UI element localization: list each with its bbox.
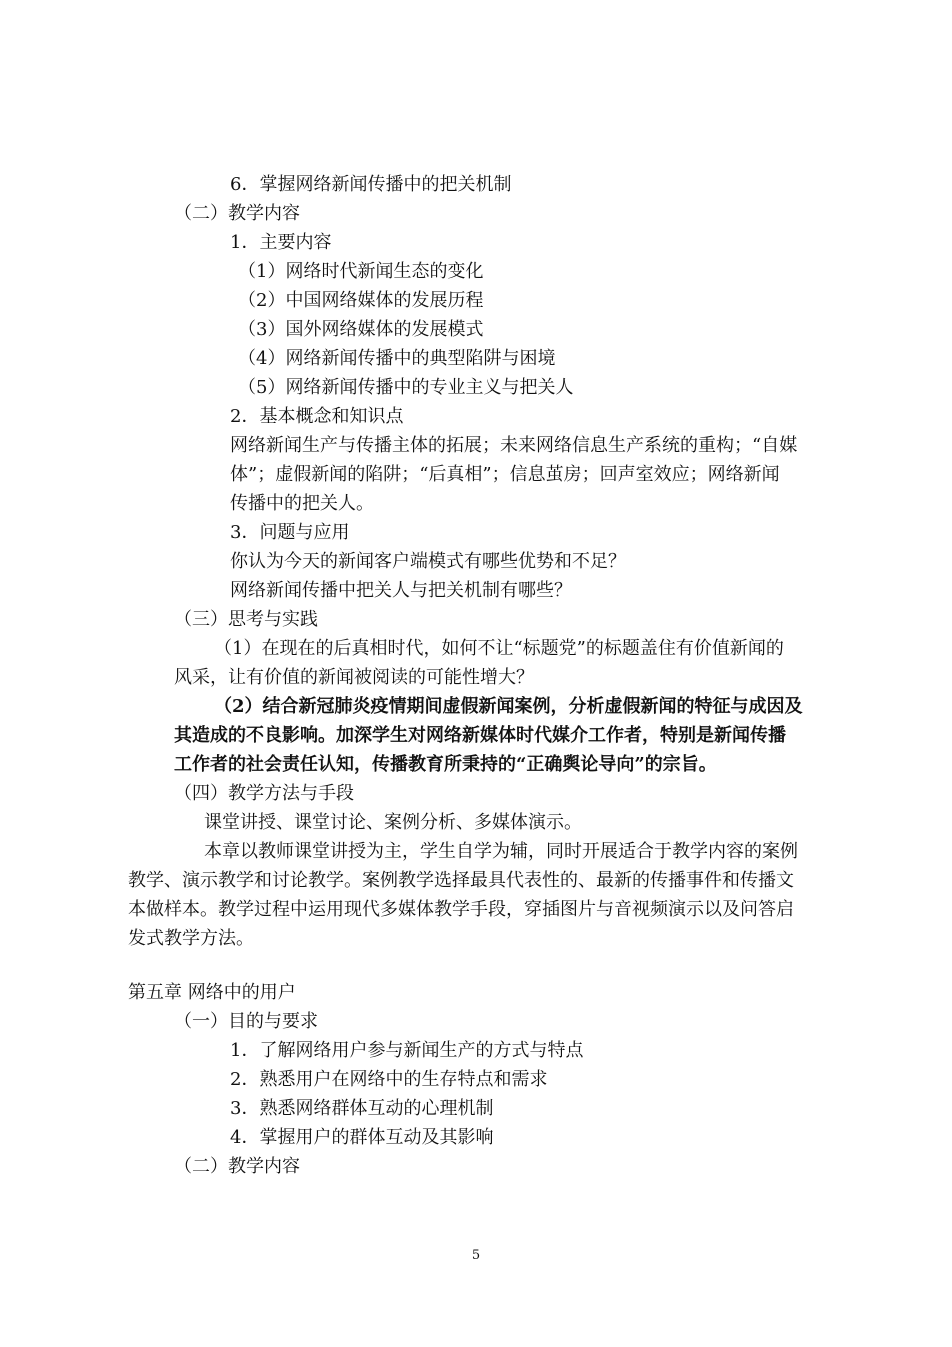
text-line: 发式教学方法。 [128, 928, 254, 949]
list-item: （4）网络新闻传播中的典型陷阱与困境 [238, 348, 556, 369]
text-line: 教学、演示教学和讨论教学。案例教学选择最具代表性的、最新的传播事件和传播文 [128, 870, 794, 891]
list-item: （2）中国网络媒体的发展历程 [238, 290, 484, 311]
text-line: 风采，让有价值的新闻被阅读的可能性增大？ [174, 667, 534, 688]
text-line: 网络新闻传播中把关人与把关机制有哪些？ [230, 580, 572, 601]
section-heading: （二）教学内容 [174, 203, 300, 224]
subsection-heading: 1．主要内容 [230, 232, 332, 253]
text-line: 本做样本。教学过程中运用现代多媒体教学手段，穿插图片与音视频演示以及问答启 [128, 899, 794, 920]
subsection-heading: 2．基本概念和知识点 [230, 406, 404, 427]
text-line: 网络新闻生产与传播主体的拓展；未来网络信息生产系统的重构；“自媒 [230, 435, 798, 456]
text-line: 体”；虚假新闻的陷阱；“后真相”；信息茧房；回声室效应；网络新闻 [230, 464, 780, 485]
text-line: 课堂讲授、课堂讨论、案例分析、多媒体演示。 [204, 812, 582, 833]
bold-text-line: （2）结合新冠肺炎疫情期间虚假新闻案例，分析虚假新闻的特征与成因及 [214, 696, 803, 717]
text-line: 6．掌握网络新闻传播中的把关机制 [230, 174, 512, 195]
text-line: 传播中的把关人。 [230, 493, 374, 514]
text-line: 本章以教师课堂讲授为主，学生自学为辅，同时开展适合于教学内容的案例 [204, 841, 798, 862]
text-line: （1）在现在的后真相时代，如何不让“标题党”的标题盖住有价值新闻的 [214, 638, 784, 659]
list-item: （1）网络时代新闻生态的变化 [238, 261, 484, 282]
list-item: 1．了解网络用户参与新闻生产的方式与特点 [230, 1040, 584, 1061]
bold-text-line: 其造成的不良影响。加深学生对网络新媒体时代媒介工作者，特别是新闻传播 [174, 725, 786, 746]
section-heading: （二）教学内容 [174, 1156, 300, 1177]
list-item: （5）网络新闻传播中的专业主义与把关人 [238, 377, 574, 398]
chapter-heading: 第五章 网络中的用户 [128, 982, 296, 1003]
bold-text-line: 工作者的社会责任认知，传播教育所秉持的“正确舆论导向”的宗旨。 [174, 754, 717, 775]
list-item: （3）国外网络媒体的发展模式 [238, 319, 484, 340]
list-item: 4．掌握用户的群体互动及其影响 [230, 1127, 494, 1148]
text-line: 你认为今天的新闻客户端模式有哪些优势和不足？ [230, 551, 626, 572]
list-item: 2．熟悉用户在网络中的生存特点和需求 [230, 1069, 548, 1090]
section-heading: （四）教学方法与手段 [174, 783, 354, 804]
page-number: 5 [471, 1248, 481, 1263]
list-item: 3．熟悉网络群体互动的心理机制 [230, 1098, 494, 1119]
section-heading: （一）目的与要求 [174, 1011, 318, 1032]
section-heading: （三）思考与实践 [174, 609, 318, 630]
subsection-heading: 3．问题与应用 [230, 522, 350, 543]
